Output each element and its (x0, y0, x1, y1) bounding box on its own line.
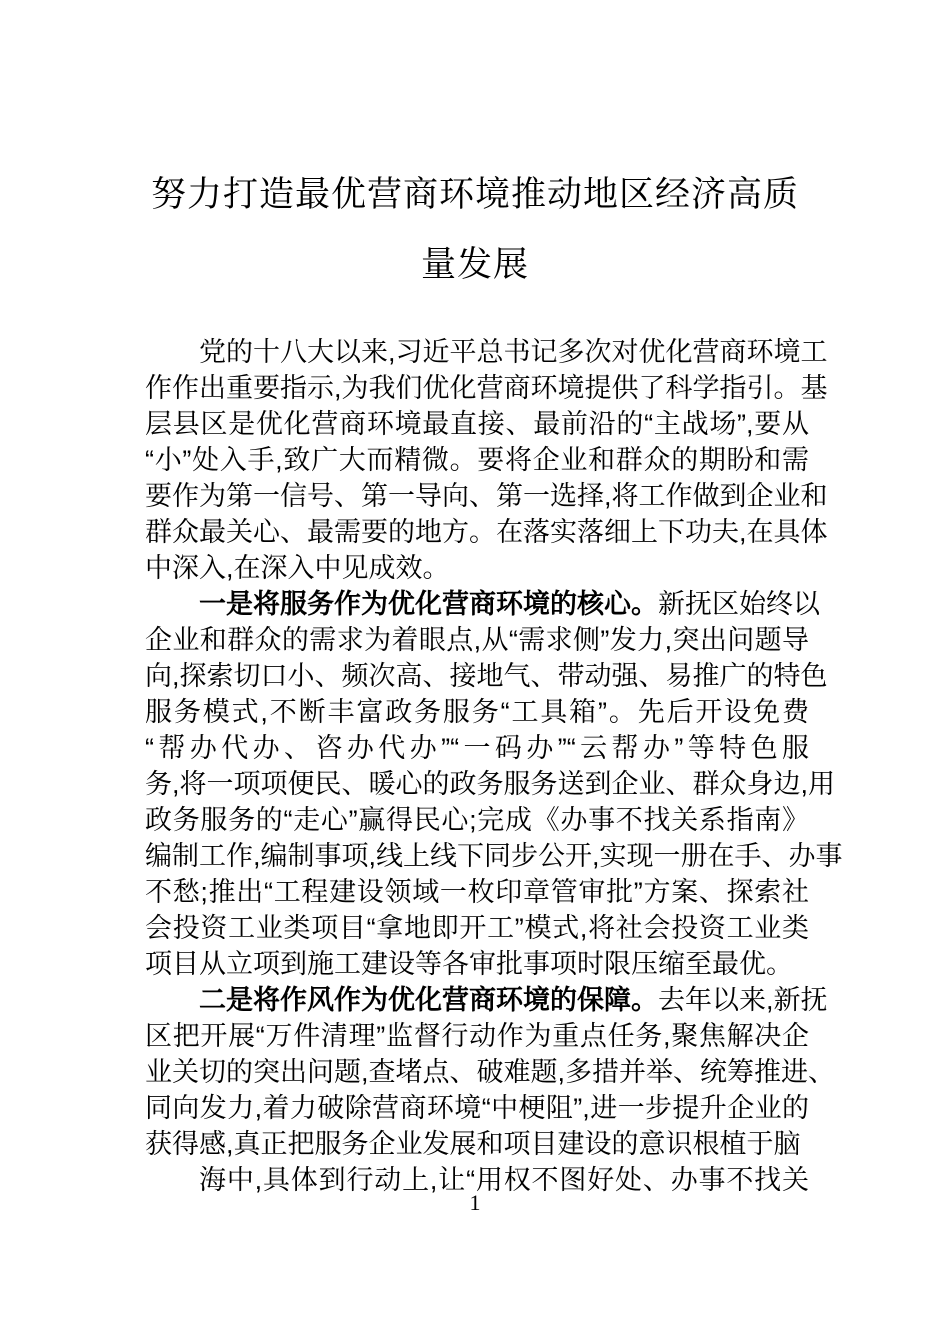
text-line (145, 1018, 809, 1054)
text-line (145, 514, 828, 550)
paragraph (145, 334, 828, 586)
text-line (145, 802, 809, 838)
text-line (145, 586, 820, 622)
text-line (145, 658, 828, 694)
line-text: “小”处入手,致广大而精微。要将企业和群众的期盼和需 (145, 445, 809, 475)
text-line (145, 622, 809, 658)
text-line (145, 694, 809, 730)
text-line (145, 406, 809, 442)
document-title-line-1: 努力打造最优营商环境推动地区经济高质 (150, 175, 799, 214)
bold-lead-sentence: 二是将作风作为优化营商环境的保障。 (199, 985, 658, 1015)
line-text: 要作为第一信号、第一导向、第一选择,将工作做到企业和 (145, 481, 828, 511)
line-text: 业关切的突出问题,查堵点、破难题,多措并举、统筹推进、 (145, 1057, 836, 1087)
line-text: 项目从立项到施工建设等各审批事项时限压缩至最优。 (145, 949, 793, 979)
line-text: 不愁;推出“工程建设领域一枚印章管审批”方案、探索社 (145, 877, 809, 907)
document-body (145, 334, 843, 1198)
paragraph (145, 982, 836, 1162)
line-text: 企业和群众的需求为着眼点,从“需求侧”发力,突出问题导 (145, 625, 809, 655)
line-text: 编制工作,编制事项,线上线下同步公开,实现一册在手、办事 (145, 841, 843, 871)
document-title-line-2: 量发展 (420, 245, 529, 284)
line-text: 层县区是优化营商环境最直接、最前沿的“主战场”,要从 (145, 409, 809, 439)
line-text: 获得感,真正把服务企业发展和项目建设的意识根植于脑 (145, 1129, 801, 1159)
text-line (145, 442, 809, 478)
line-text: 政务服务的“走心”赢得民心;完成《办事不找关系指南》 (145, 805, 809, 835)
line-text: “帮办代办、咨办代办”“一码办”“云帮办”等特色服 (145, 733, 809, 763)
paragraph (145, 586, 843, 982)
line-text: 去年以来,新抚 (658, 985, 828, 1015)
text-line (145, 874, 809, 910)
text-line (145, 982, 828, 1018)
text-line (145, 550, 809, 586)
line-text: 新抚区始终以 (658, 589, 820, 619)
text-line (145, 766, 836, 802)
line-text: 作作出重要指示,为我们优化营商环境提供了科学指引。基 (145, 373, 828, 403)
text-line (145, 1054, 836, 1090)
text-line (145, 838, 843, 874)
text-line (145, 334, 828, 370)
page-number: 1 (469, 1190, 481, 1215)
line-text: 海中,具体到行动上,让“用权不图好处、办事不找关 (199, 1165, 809, 1195)
line-text: 同向发力,着力破除营商环境“中梗阻”,进一步提升企业的 (145, 1093, 809, 1123)
line-text: 会投资工业类项目“拿地即开工”模式,将社会投资工业类 (145, 913, 809, 943)
text-line (145, 1126, 809, 1162)
text-line (145, 478, 828, 514)
line-text: 区把开展“万件清理”监督行动作为重点任务,聚焦解决企 (145, 1021, 809, 1051)
line-text: 向,探索切口小、频次高、接地气、带动强、易推广的特色 (145, 661, 828, 691)
bold-lead-sentence: 一是将服务作为优化营商环境的核心。 (199, 589, 658, 619)
line-text: 服务模式,不断丰富政务服务“工具箱”。先后开设免费 (145, 697, 809, 727)
text-line (145, 730, 809, 766)
text-line (145, 910, 809, 946)
text-line (145, 370, 828, 406)
line-text: 中深入,在深入中见成效。 (145, 553, 450, 583)
line-text: 群众最关心、最需要的地方。在落实落细上下功夫,在具体 (145, 517, 828, 547)
line-text: 党的十八大以来,习近平总书记多次对优化营商环境工 (199, 337, 828, 367)
line-text: 务,将一项项便民、暖心的政务服务送到企业、群众身边,用 (145, 769, 836, 799)
text-line (145, 1090, 809, 1126)
text-line (145, 946, 809, 982)
